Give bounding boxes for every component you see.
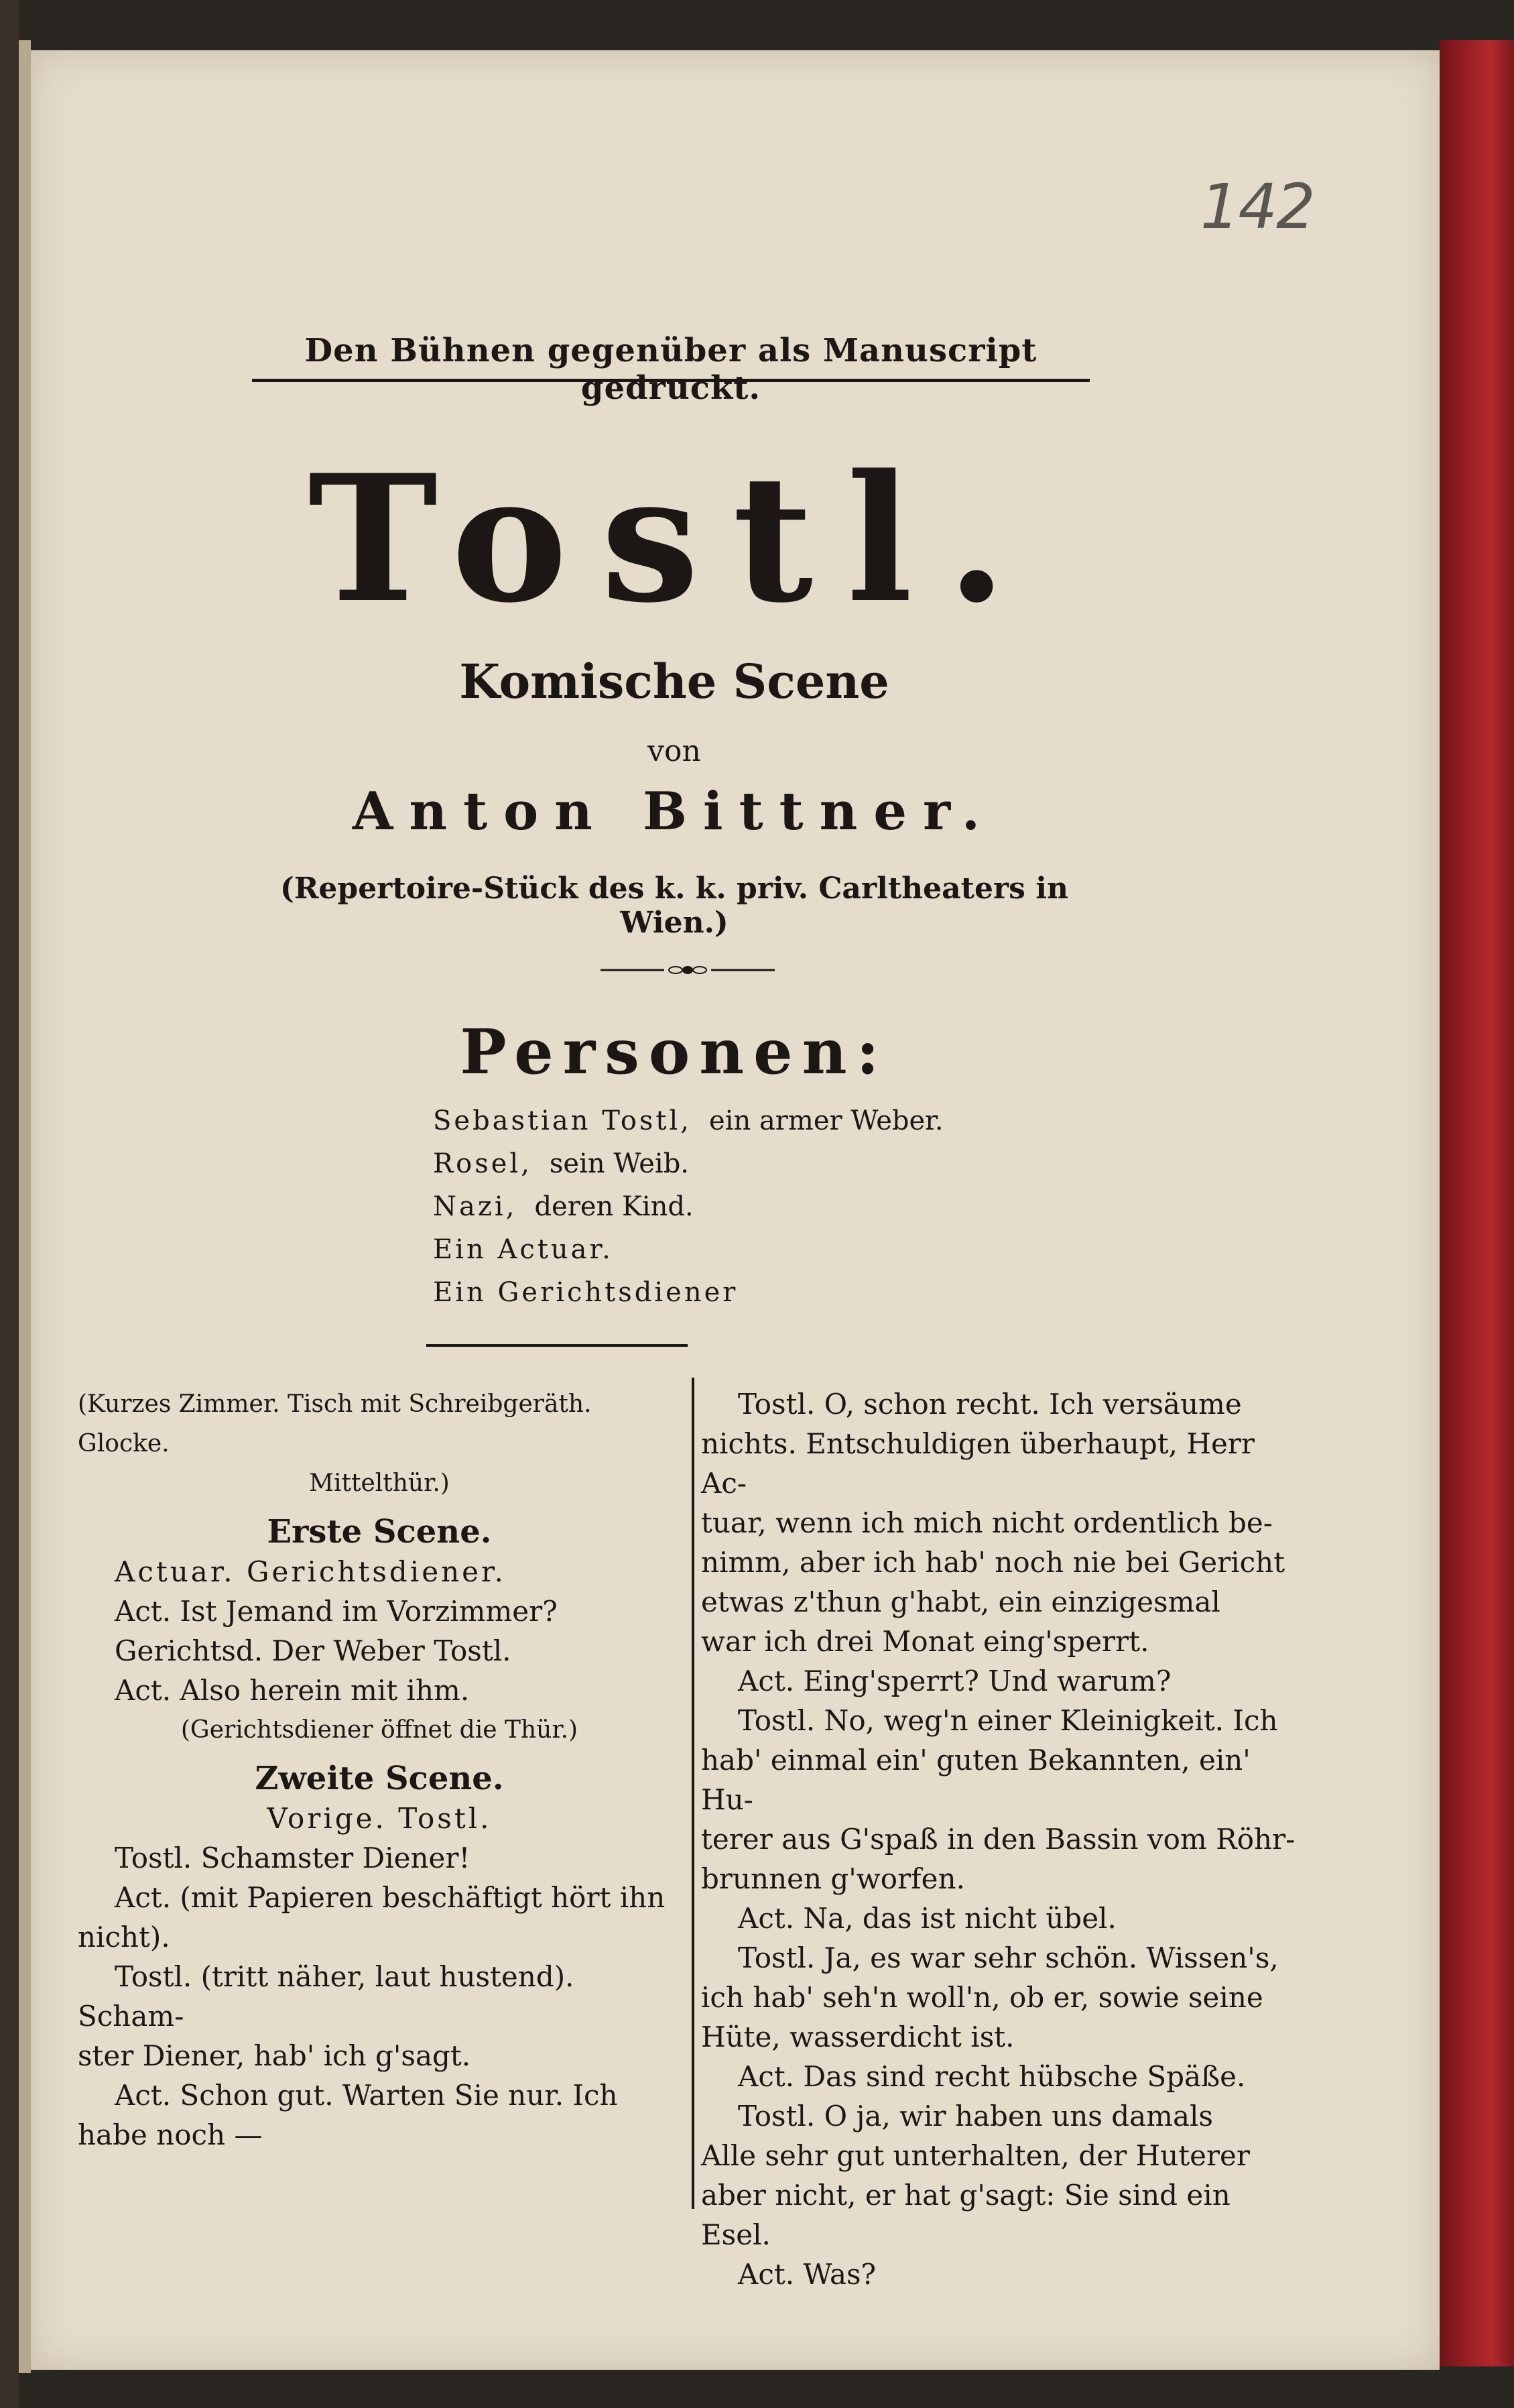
dialogue-line: Alle sehr gut unterhalten, der Huterer: [701, 2139, 1250, 2172]
play-subtitle: Komische Scene: [459, 654, 889, 709]
dialogue-line: Tostl. Ja, es war sehr schön. Wissen's,: [738, 1941, 1279, 1974]
dialogue-line: Gerichtsd. Der Weber Tostl.: [115, 1634, 511, 1667]
dialogue-line: Act. Was?: [738, 2258, 877, 2291]
header-rule: [252, 379, 1090, 382]
scene-heading: Zweite Scene.: [255, 1760, 504, 1797]
dialogue-line: Tostl. Schamster Diener!: [115, 1842, 470, 1874]
dialogue-line: Act. Ist Jemand im Vorzimmer?: [115, 1595, 558, 1628]
cast-row: [433, 1142, 1036, 1185]
dialogue-line: etwas z'thun g'habt, ein einzigesmal: [701, 1585, 1220, 1618]
dialogue-line: Hüte, wasserdicht ist.: [701, 2021, 1015, 2053]
dialogue-line: Act. Schon gut. Warten Sie nur. Ich: [115, 2079, 618, 2112]
left-page-edge: [19, 40, 31, 2373]
dialogue-line: Act. Also herein mit ihm.: [115, 1674, 470, 1707]
dialogue-line: Act. Das sind recht hübsche Späße.: [738, 2060, 1246, 2093]
dialogue-line: nimm, aber ich hab' noch nie bei Gericht: [701, 1546, 1285, 1579]
dialogue-line: terer aus G'spaß in den Bassin vom Röhr-: [701, 1823, 1296, 1856]
play-title: Tostl.: [308, 437, 1041, 642]
red-page-edge: [1440, 40, 1514, 2366]
cast-row: [433, 1185, 1036, 1228]
scene-characters: Actuar. Gerichtsdiener.: [115, 1555, 506, 1588]
dialogue-line: Esel.: [701, 2218, 771, 2251]
dialogue-line: Act. Na, das ist nicht übel.: [738, 1902, 1117, 1935]
cast-list: [433, 1099, 1036, 1314]
cast-name: Ein Gerichtsdiener: [433, 1277, 739, 1308]
author-name: Anton Bittner.: [352, 781, 997, 842]
right-column: [701, 1384, 1304, 2294]
cast-rule: [426, 1344, 688, 1347]
by-line: von: [647, 734, 701, 768]
dialogue-line: Tostl. No, weg'n einer Kleinigkeit. Ich: [738, 1704, 1278, 1737]
dialogue-line: Tostl. O, schon recht. Ich versäume: [738, 1388, 1242, 1421]
header-line: Den Bühnen gegenüber als Manuscript gedruckt.: [304, 332, 1037, 407]
repertoire-note: (Repertoire-Stück des k. k. priv. Carltheaters in Wien.): [280, 871, 1068, 940]
cast-row: [433, 1271, 1036, 1314]
cast-name: Ein Actuar.: [433, 1234, 613, 1265]
stage-direction: (Kurzes Zimmer. Tisch mit Schreibgeräth. Glocke.: [78, 1390, 592, 1457]
dialogue-line: Act. (mit Papieren beschäftigt hört ihn: [115, 1881, 666, 1914]
dialogue-line: war ich drei Monat eing'sperrt.: [701, 1625, 1149, 1658]
cast-row: [433, 1228, 1036, 1271]
stage-direction: (Gerichtsdiener öffnet die Thür.): [180, 1716, 578, 1744]
cast-name: Sebastian Tostl,: [433, 1105, 692, 1136]
ornament-divider: [601, 962, 775, 978]
cast-role: sein Weib.: [549, 1148, 690, 1179]
dialogue-line: hab' einmal ein' guten Bekannten, ein' Hu-: [701, 1744, 1251, 1816]
cast-name: Rosel,: [433, 1148, 532, 1179]
cast-role: deren Kind.: [534, 1191, 694, 1222]
page-number: 142: [1200, 171, 1314, 243]
cast-row: [433, 1099, 1036, 1142]
dialogue-line: tuar, wenn ich mich nicht ordentlich be-: [701, 1506, 1273, 1539]
dialogue-line: brunnen g'worfen.: [701, 1862, 965, 1895]
scene-heading: Erste Scene.: [267, 1513, 492, 1551]
dialogue-line: Act. Eing'sperrt? Und warum?: [738, 1665, 1172, 1697]
column-divider: [692, 1378, 694, 2209]
cast-name: Nazi,: [433, 1191, 517, 1222]
dialogue-line: Tostl. O ja, wir haben uns damals: [738, 2100, 1213, 2132]
dialogue-line: nicht).: [78, 1921, 170, 1953]
dialogue-line: nichts. Entschuldigen überhaupt, Herr Ac-: [701, 1427, 1255, 1500]
personen-heading: Personen:: [460, 1016, 889, 1088]
scene-characters: Vorige. Tostl.: [267, 1802, 492, 1835]
stage-direction: Mittelthür.): [309, 1469, 450, 1497]
dialogue-line: aber nicht, er hat g'sagt: Sie sind ein: [701, 2179, 1231, 2212]
dialogue-line: habe noch —: [78, 2118, 263, 2151]
dialogue-line: ich hab' seh'n woll'n, ob er, sowie seine: [701, 1981, 1263, 2014]
book-spine: [0, 0, 19, 2408]
dialogue-line: ster Diener, hab' ich g'sagt.: [78, 2039, 471, 2072]
book-page: [31, 50, 1440, 2370]
cast-role: ein armer Weber.: [709, 1105, 944, 1136]
left-column: [78, 1384, 681, 2155]
dialogue-line: Tostl. (tritt näher, laut hustend). Scham-: [78, 1960, 574, 2033]
